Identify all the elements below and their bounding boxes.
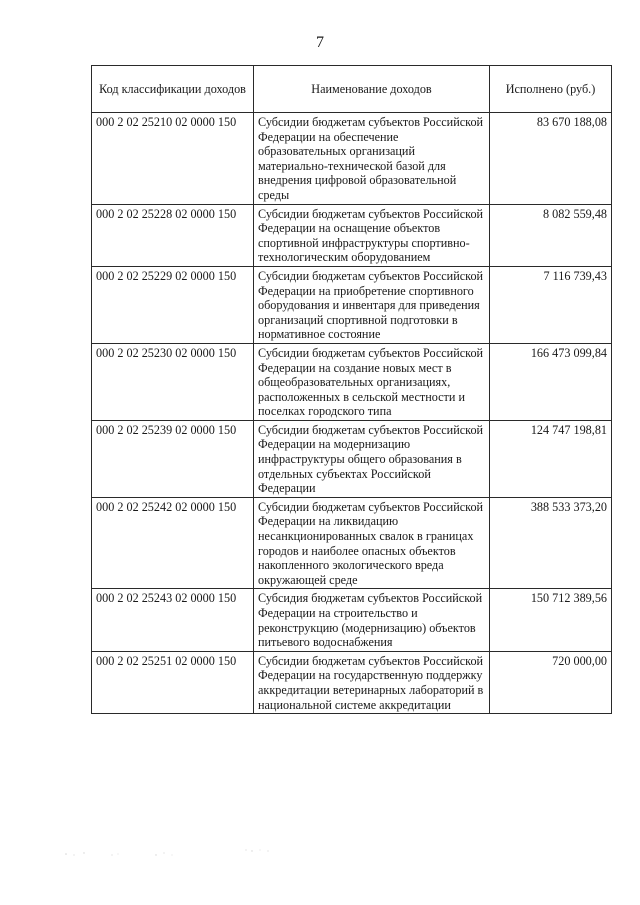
income-table	[91, 65, 612, 714]
row-name: Субсидии бюджетам субъектов Российской Федерации на ликвидацию несанкционированных свалок в границах городов и наиболее опасных объектов накопленного экологического вреда окружающей среде	[254, 497, 490, 589]
row-code: 000 2 02 25243 02 0000 150	[92, 589, 254, 651]
row-code: 000 2 02 25229 02 0000 150	[92, 266, 254, 343]
row-name: Субсидия бюджетам субъектов Российской Федерации на строительство и реконструкцию (модернизацию) объектов питьевого водоснабжения	[254, 589, 490, 651]
table-row	[92, 343, 612, 420]
table-row	[92, 204, 612, 266]
row-amount: 124 747 198,81	[490, 420, 612, 497]
row-name: Субсидии бюджетам субъектов Российской Федерации на государственную поддержку аккредитации ветеринарных лабораторий в национальной системе аккредитации	[254, 651, 490, 713]
row-amount: 83 670 188,08	[490, 113, 612, 205]
row-code: 000 2 02 25242 02 0000 150	[92, 497, 254, 589]
table-body	[92, 113, 612, 714]
row-code: 000 2 02 25228 02 0000 150	[92, 204, 254, 266]
table-row	[92, 266, 612, 343]
row-amount: 166 473 099,84	[490, 343, 612, 420]
header-name: Наименование доходов	[254, 66, 490, 113]
table-row	[92, 497, 612, 589]
table-row	[92, 113, 612, 205]
row-code: 000 2 02 25251 02 0000 150	[92, 651, 254, 713]
row-name: Субсидии бюджетам субъектов Российской Федерации на приобретение спортивного оборудования и инвентаря для приведения организаций спортивной подготовки в нормативное состояние	[254, 266, 490, 343]
page-number: 7	[316, 34, 324, 51]
scan-artifact	[60, 846, 280, 860]
row-code: 000 2 02 25239 02 0000 150	[92, 420, 254, 497]
header-code: Код классификации доходов	[92, 66, 254, 113]
row-name: Субсидии бюджетам субъектов Российской Федерации на обеспечение образовательных организаций материально-технической базой для внедрения цифровой образовательной среды	[254, 113, 490, 205]
row-code: 000 2 02 25230 02 0000 150	[92, 343, 254, 420]
row-code: 000 2 02 25210 02 0000 150	[92, 113, 254, 205]
row-amount: 150 712 389,56	[490, 589, 612, 651]
table-row	[92, 589, 612, 651]
table-header	[92, 66, 612, 113]
row-amount: 8 082 559,48	[490, 204, 612, 266]
row-name: Субсидии бюджетам субъектов Российской Федерации на создание новых мест в общеобразовательных организациях, расположенных в сельской местности и поселках городского типа	[254, 343, 490, 420]
row-name: Субсидии бюджетам субъектов Российской Федерации на модернизацию инфраструктуры общего образования в отдельных субъектах Российской Федерации	[254, 420, 490, 497]
row-name: Субсидии бюджетам субъектов Российской Федерации на оснащение объектов спортивной инфраструктуры спортивно-технологическим оборудованием	[254, 204, 490, 266]
header-amount: Исполнено (руб.)	[490, 66, 612, 113]
row-amount: 388 533 373,20	[490, 497, 612, 589]
table-row	[92, 651, 612, 713]
table-row	[92, 420, 612, 497]
header-row	[92, 66, 612, 113]
row-amount: 7 116 739,43	[490, 266, 612, 343]
row-amount: 720 000,00	[490, 651, 612, 713]
